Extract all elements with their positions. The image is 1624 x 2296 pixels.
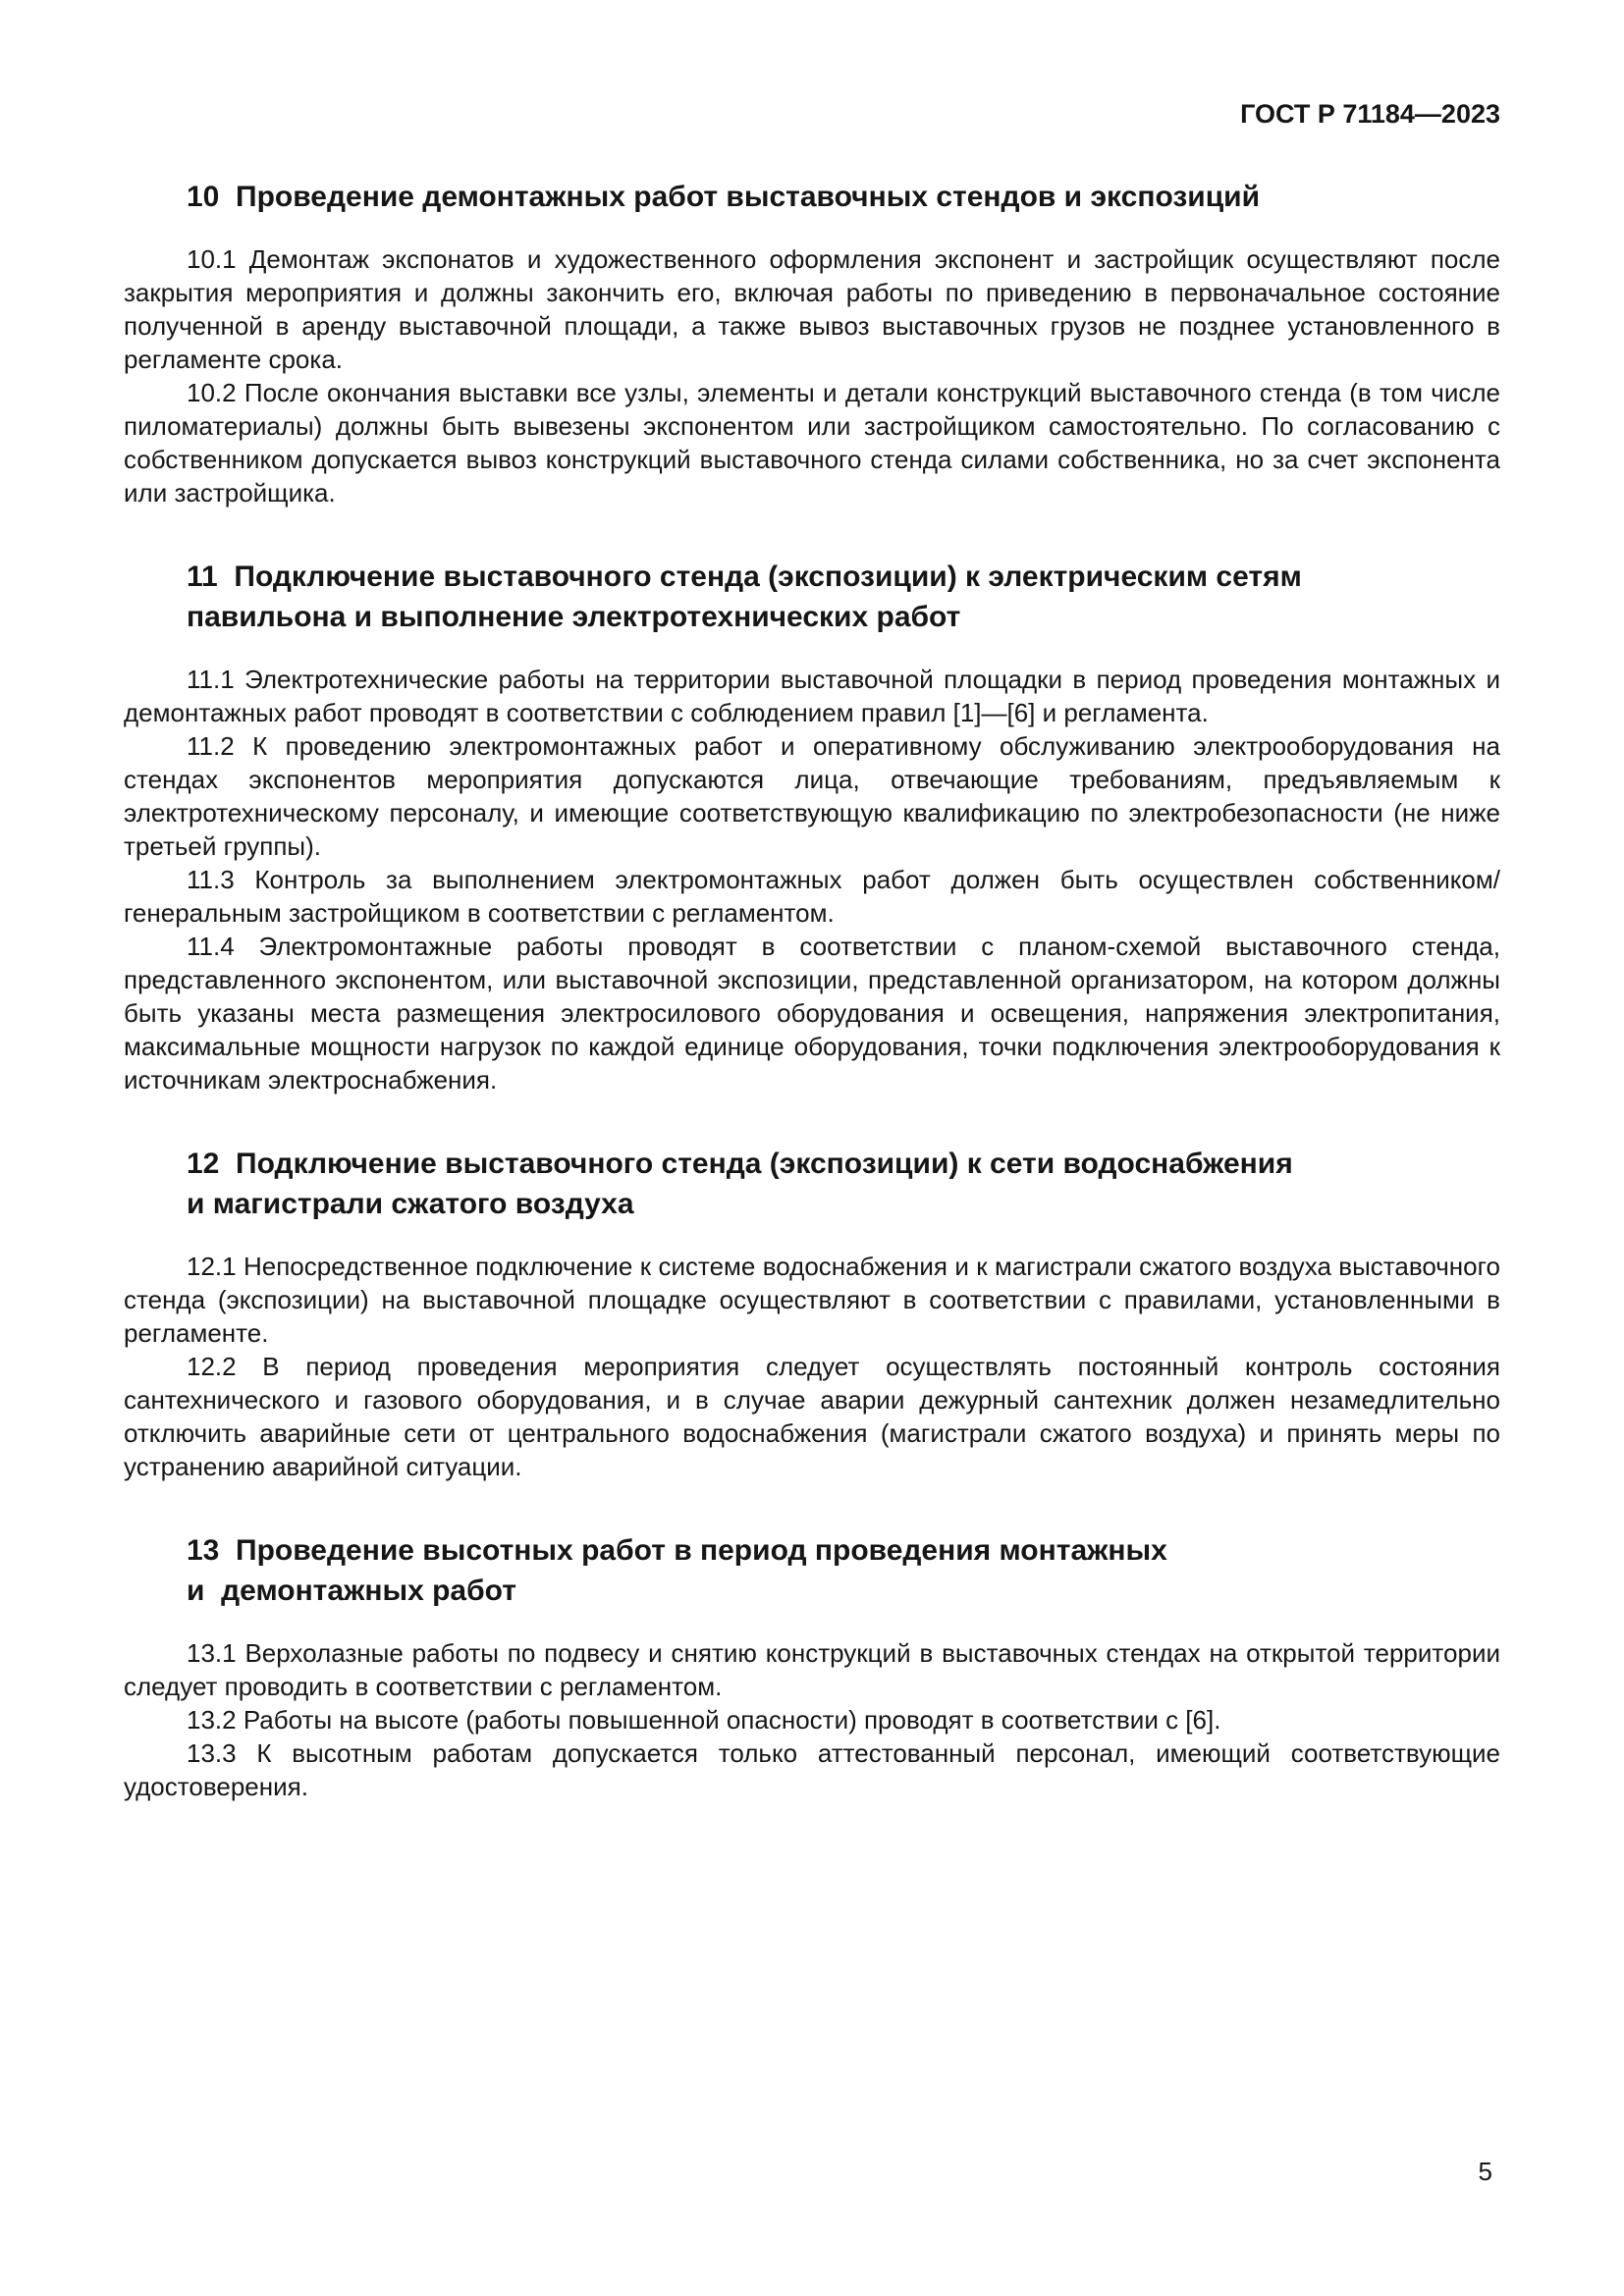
page-number: 5 <box>1478 2157 1492 2186</box>
section-13-title <box>124 1530 1500 1611</box>
section-10 <box>124 177 1500 509</box>
para-10-2: 10.2 После окончания выставки все узлы, элементы и детали конструкций выставочного стенда (в том числе пиломатериалы) должны быть вывезены экспонентом или застройщиком самостоятельно. По согласованию с собственником допускается вывоз конструкций выставочного стенда силами собственника, но за счет экспонента или застройщика. <box>124 378 1500 507</box>
section-title-line: 11 Подключение выставочного стенда (экспозиции) к электрическим сетям <box>187 561 1302 593</box>
section-11-title <box>124 557 1500 637</box>
section-title-line: и демонтажных работ <box>187 1575 516 1607</box>
section-11 <box>124 557 1500 1096</box>
section-title-line: и магистрали сжатого воздуха <box>187 1188 634 1220</box>
doc-header <box>124 98 1500 130</box>
doc-number: ГОСТ Р 71184—2023 <box>1240 99 1500 129</box>
section-title-line: 12 Подключение выставочного стенда (экспозиции) к сети водоснабжения <box>187 1148 1293 1180</box>
para-11-3: 11.3 Контроль за выполнением электромонтажных работ должен быть осуществлен собственником/генеральным застройщиком в соответствии с регламентом. <box>124 865 1500 928</box>
section-12 <box>124 1144 1500 1483</box>
para-11-4: 11.4 Электромонтажные работы проводят в соответствии с планом-схемой выставочного стенда, представленного экспонентом, или выставочной экспозиции, представленной организатором, на котором должны быть указаны места размещения электросилового оборудования и освещения, напряжения электропитания, максимальные мощности нагрузок по каждой единице оборудования, точки подключения электрооборудования к источникам электроснабжения. <box>124 932 1500 1095</box>
section-13 <box>124 1530 1500 1803</box>
para-13-1: 13.1 Верхолазные работы по подвесу и снятию конструкций в выставочных стендах на открытой территории следует проводить в соответствии с регламентом. <box>124 1638 1500 1701</box>
section-title-line: 10 Проведение демонтажных работ выставочных стендов и экспозиций <box>187 181 1261 213</box>
section-10-title <box>124 177 1500 217</box>
para-13-3: 13.3 К высотным работам допускается только аттестованный персонал, имеющий соответствующие удостоверения. <box>124 1738 1500 1801</box>
para-12-1: 12.1 Непосредственное подключение к системе водоснабжения и к магистрали сжатого воздуха выставочного стенда (экспозиции) на выставочной площадке осуществляют в соответствии с правилами, установленными в регламенте. <box>124 1252 1500 1348</box>
section-12-title <box>124 1144 1500 1224</box>
para-13-2: 13.2 Работы на высоте (работы повышенной опасности) проводят в соответствии с [6]. <box>187 1705 1221 1735</box>
section-title-line: павильона и выполнение электротехнических работ <box>187 601 961 633</box>
para-12-2: 12.2 В период проведения мероприятия следует осуществлять постоянный контроль состояния сантехнического и газового оборудования, и в случае аварии дежурный сантехник должен незамедлительно отключить аварийные сети от центрального водоснабжения (магистрали сжатого воздуха) и принять меры по устранению аварийной ситуации. <box>124 1352 1500 1481</box>
section-title-line: 13 Проведение высотных работ в период проведения монтажных <box>187 1534 1167 1567</box>
para-11-2: 11.2 К проведению электромонтажных работ и оперативному обслуживанию электрооборудования на стендах экспонентов мероприятия допускаются лица, отвечающие требованиям, предъявляемым к электротехническому персоналу, и имеющие соответствующую квалификацию по электробезопасности (не ниже третьей группы). <box>124 731 1500 861</box>
para-10-1: 10.1 Демонтаж экспонатов и художественного оформления экспонент и застройщик осуществляют после закрытия мероприятия и должны закончить его, включая работы по приведению в первоначальное состояние полученной в аренду выставочной площади, а также вывоз выставочных грузов не позднее установленного в регламенте срока. <box>124 244 1500 374</box>
document-content <box>124 177 1500 1803</box>
para-11-1: 11.1 Электротехнические работы на территории выставочной площадки в период проведения монтажных и демонтажных работ проводят в соответствии с соблюдением правил [1]—[6] и регламента. <box>124 665 1500 727</box>
